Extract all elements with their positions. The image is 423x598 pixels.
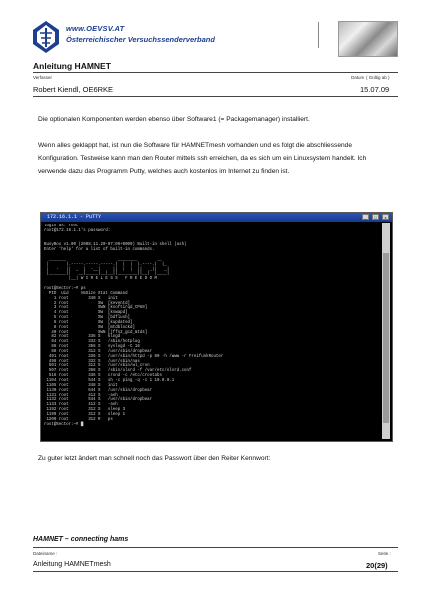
page-number: 20(29) <box>366 561 388 570</box>
terminal-line: 498 root 332 S /usr/sbin/nas <box>44 359 140 364</box>
terminal-line: BusyBox v1.00 (2008.11.20-07:06+0000) Built-in shell (ash) <box>44 243 187 248</box>
terminal-line: _______ ________ __ <box>44 257 162 262</box>
terminal-line: 1132 root 544 S /usr/sbin/dropbear <box>44 398 153 403</box>
author-label: Verfasser <box>33 75 53 80</box>
org-name: Österreichischer Versuchssenderverband <box>66 35 215 44</box>
terminal-line: 1131 root 412 S -ash <box>44 393 118 398</box>
oevsv-logo-icon <box>32 20 60 54</box>
terminal-line: |__| W I R E L E S S F R E E D O M <box>44 277 158 282</box>
terminal-line: root@Sector:~# ps <box>44 286 86 291</box>
terminal-line: 4 root SW [kswapd] <box>44 311 128 316</box>
terminal-lines <box>44 224 380 427</box>
terminal-line: 40 root SWN [jffs2_gcd_mtd4] <box>44 330 148 335</box>
filename-value: Anleitung HAMNETmesh <box>33 561 111 568</box>
header-divider <box>318 22 319 48</box>
terminal-line: 86 root 356 S syslogd -C 16 <box>44 345 140 350</box>
terminal-line: 82 root 336 S klogd <box>44 335 121 340</box>
terminal-line: root@172.16.1.1's password: <box>44 228 111 233</box>
terminal-line: 1133 root 412 S -ash <box>44 403 118 408</box>
terminal-line: 1199 root 312 S sleep 1 <box>44 412 126 417</box>
terminal-line: login as: root <box>44 224 79 228</box>
terminal-line: 8 root SW [mtdblockd] <box>44 325 135 330</box>
terminal-line: 84 root 332 S /sbin/hotplug <box>44 340 140 345</box>
terminal-line: 1 root 340 S init <box>44 296 118 301</box>
title-rule <box>33 72 398 73</box>
filename-label: Dateiname : <box>33 551 58 556</box>
header-photo <box>338 21 398 57</box>
terminal-line: 501 root 312 S /usr/sbin/wl_cron <box>44 364 150 369</box>
footer-rule-bottom <box>33 571 398 572</box>
paragraph-configuration: Wenn alles geklappt hat, ist nun die Software für HAMNETmesh vorhanden und es folgt die abschliessende Konfiguration. Testweise kann man den Router mittels ssh erreichen, da es sich um ein Linuxsystem handelt. Ich verwende dazu das Programm Putty, welches auch kostenlos im Internet zu finden ist. <box>38 142 367 175</box>
terminal-line: PID Uid VmSize Stat Command <box>44 291 128 296</box>
terminal-line: Enter 'help' for a list of built-in commands. <box>44 248 155 253</box>
terminal-line: 3 root SWN [ksoftirqd_CPU0] <box>44 306 148 311</box>
terminal-line: | - || _ | -__| || | | || _|| _| <box>44 267 170 272</box>
putty-terminal-screenshot <box>40 212 393 442</box>
terminal-line: 1130 root 644 S /usr/sbin/dropbear <box>44 388 153 393</box>
terminal-line: 507 root 368 S /sbin/olsrd -f /var/etc/olsrd.conf <box>44 369 192 374</box>
date-label: Datum <box>351 75 365 80</box>
terminal-line: root@Sector:~# █ <box>44 422 84 427</box>
terminal-line: 88 root 312 S /usr/sbin/dropbear <box>44 349 153 354</box>
valid-from-label: ( Gültig ab ) <box>366 75 390 80</box>
minimize-icon: _ <box>362 214 369 220</box>
terminal-titlebar <box>41 213 392 222</box>
terminal-line: 2 root SW [keventd] <box>44 301 130 306</box>
org-url: www.OEVSV.AT <box>66 24 125 33</box>
terminal-scroll-thumb <box>383 253 389 423</box>
terminal-scrollbar <box>382 223 390 439</box>
terminal-line: |_______|| __|_____|__|__||________||__| |____| <box>44 272 170 277</box>
terminal-title: 172.16.1.1 - PuTTY <box>47 214 102 220</box>
document-title: Anleitung HAMNET <box>33 61 111 71</box>
paragraph-packagemanager: Die optionalen Komponenten werden ebenso über Software1 (= Packagemanager) installiert. <box>38 116 310 123</box>
paragraph-password: Zu guter letzt ändert man schnell noch das Passwort über den Reiter Kennwort: <box>38 455 271 462</box>
maximize-icon: □ <box>372 214 379 220</box>
page-label: Seite : <box>378 551 391 556</box>
terminal-line: | |.-----.-----.-----.| | | |.----.| |_ <box>44 262 167 267</box>
author-value: Robert Kiendl, OE6RKE <box>33 85 114 94</box>
header-logo-area <box>32 20 312 56</box>
terminal-line: 491 root 336 S /usr/sbin/httpd -p 80 -h /www -r FreifunkRouter <box>44 354 224 359</box>
terminal-line: 1192 root 312 S sleep 3 <box>44 408 126 413</box>
terminal-output <box>44 224 380 439</box>
terminal-line: 1104 root 544 S sh -c ping -q -c 1 10.0.0.1 <box>44 379 175 383</box>
close-icon: x <box>382 214 389 220</box>
terminal-line: 1200 root 312 R ps <box>44 417 113 422</box>
footer-rule-top <box>33 547 398 548</box>
date-value: 15.07.09 <box>360 85 390 94</box>
footer-title: HAMNET – connecting hams <box>33 536 129 543</box>
terminal-line: 5 root SW [bdflush] <box>44 316 130 321</box>
meta-rule <box>33 96 398 97</box>
terminal-line: 516 root 336 S crond -c /etc/crontabs <box>44 374 162 379</box>
terminal-line: 6 root SW [kupdated] <box>44 320 133 325</box>
terminal-line: 1105 root 348 S init <box>44 383 118 388</box>
